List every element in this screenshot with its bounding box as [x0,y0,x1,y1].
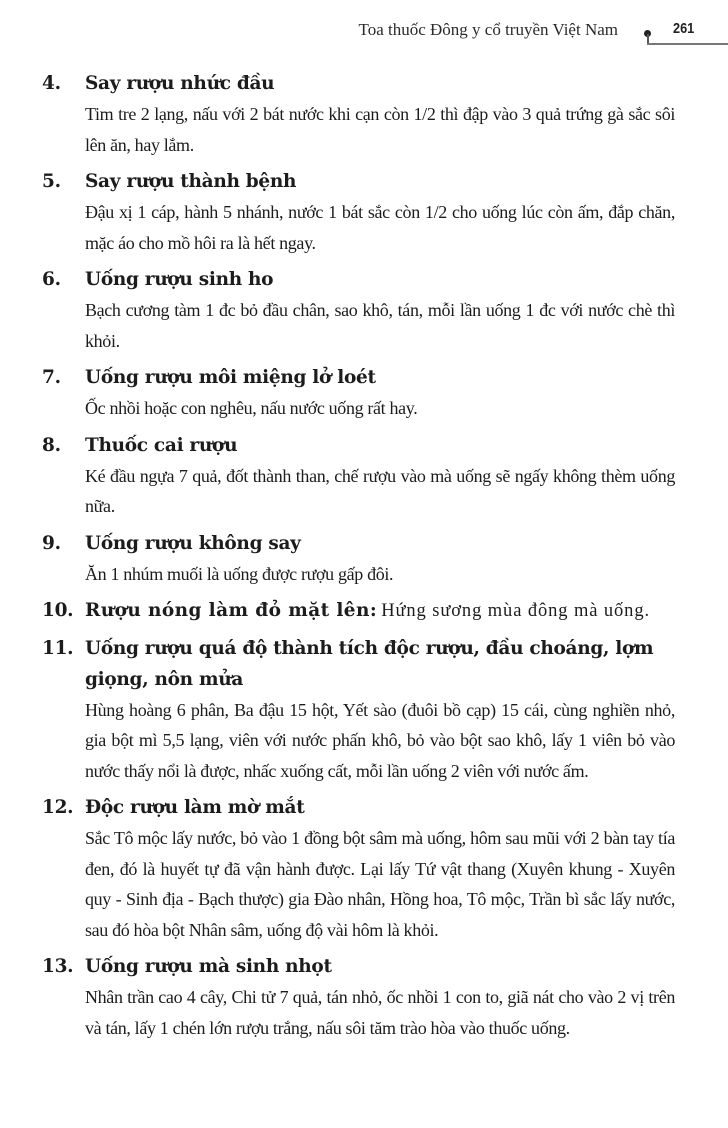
entry-body: Bạch cương tàm 1 đc bỏ đầu chân, sao khô, tán, mỗi lần uống 1 đc với nước chè thì khỏi. [85,300,675,351]
entry-number: 9. [42,532,61,554]
entry-title: Uống rượu môi miệng lở loét [85,367,376,388]
entry-body: Đậu xị 1 cáp, hành 5 nhánh, nước 1 bát sắc còn 1/2 cho uống lúc còn ấm, đắp chăn, mặc áo cho mồ hôi ra là hết ngay. [85,202,675,253]
entry-title: Say rượu nhức đầu [85,73,275,94]
entry-9 [0,528,728,590]
page-number: 261 [673,20,695,37]
entry-13 [0,951,728,1043]
entry-title: Uống rượu quá độ thành tích độc rượu, đầu choáng, lợm giọng, nôn mửa [85,637,654,690]
page-content [0,68,728,1049]
entry-12 [0,792,728,945]
entry-title: Uống rượu không say [85,532,301,554]
entry-number: 13. [42,956,74,977]
entry-body: Ké đầu ngựa 7 quả, đốt thành than, chế rượu vào mà uống sẽ ngấy không thèm uống nữa. [85,465,675,516]
entry-title: Say rượu thành bệnh [85,171,297,192]
entry-11 [0,633,728,787]
entry-number: 5. [42,171,61,192]
entry-8 [0,430,728,522]
entry-number: 4. [42,73,61,94]
entry-body: Ốc nhồi hoặc con nghêu, nấu nước uống rất hay. [85,398,418,418]
entry-number: 12. [42,797,74,818]
entry-4 [0,68,728,160]
entry-title: Độc rượu làm mờ mắt [85,797,305,818]
entry-5 [0,166,728,258]
entry-body: Tim tre 2 lạng, nấu với 2 bát nước khi cạn còn 1/2 thì đập vào 3 quả trứng gà sắc sôi lên ăn, hay lắm. [85,104,675,155]
entry-number: 6. [42,269,61,290]
entry-title: Thuốc cai rượu [85,434,238,456]
entry-body: Ăn 1 nhúm muối là uống được rượu gấp đôi. [85,563,394,584]
entry-10 [0,595,728,627]
entry-body: Sắc Tô mộc lấy nước, bỏ vào 1 đồng bột sâm mà uống, hôm sau mũi với 2 bàn tay tía đen, đó là huyết tự đã vận hành được. Lại lấy Tứ vật thang (Xuyên khung - Xuyên quy - Sinh địa - Bạch thược) gia Đào nhân, Hồng hoa, Tô mộc, Trần bì sắc lấy nước, sau đó hòa bột Nhân sâm, uống độ vài hôm là khỏi. [85,828,675,940]
running-title: Toa thuốc Đông y cổ truyền Việt Nam [358,20,618,39]
entry-body: Hứng sương mùa đông mà uống. [381,601,651,621]
entry-number: 11. [42,637,74,659]
entry-title: Uống rượu mà sinh nhọt [85,956,332,977]
entry-number: 8. [42,434,61,456]
entry-7 [0,362,728,424]
entry-inline [85,595,675,627]
running-header [0,18,728,48]
entry-body: Hùng hoàng 6 phân, Ba đậu 15 hột, Yết sào (đuôi bồ cạp) 15 cái, cùng nghiền nhỏ, gia bột mì 5,5 lạng, viên với nước phấn khô, bỏ vào bột sao khô, lấy 1 viên bỏ vào nước thấy nổi là được, nhấc xuống cất, mỗi lần uống 2 viên với nước ấm. [85,699,675,781]
entry-title: Rượu nóng làm đỏ mặt lên: [85,600,378,621]
entry-body: Nhân trần cao 4 cây, Chi tử 7 quả, tán nhỏ, ốc nhồi 1 con to, giã nát cho vào 2 vị trên và tán, lấy 1 chén lớn rượu trắng, nấu sôi tăm trào hòa vào thuốc uống. [85,987,675,1038]
entry-title: Uống rượu sinh ho [85,269,274,290]
header-rule [647,43,728,45]
entry-number: 10. [42,600,74,621]
entry-number: 7. [42,367,61,388]
entry-6 [0,264,728,356]
